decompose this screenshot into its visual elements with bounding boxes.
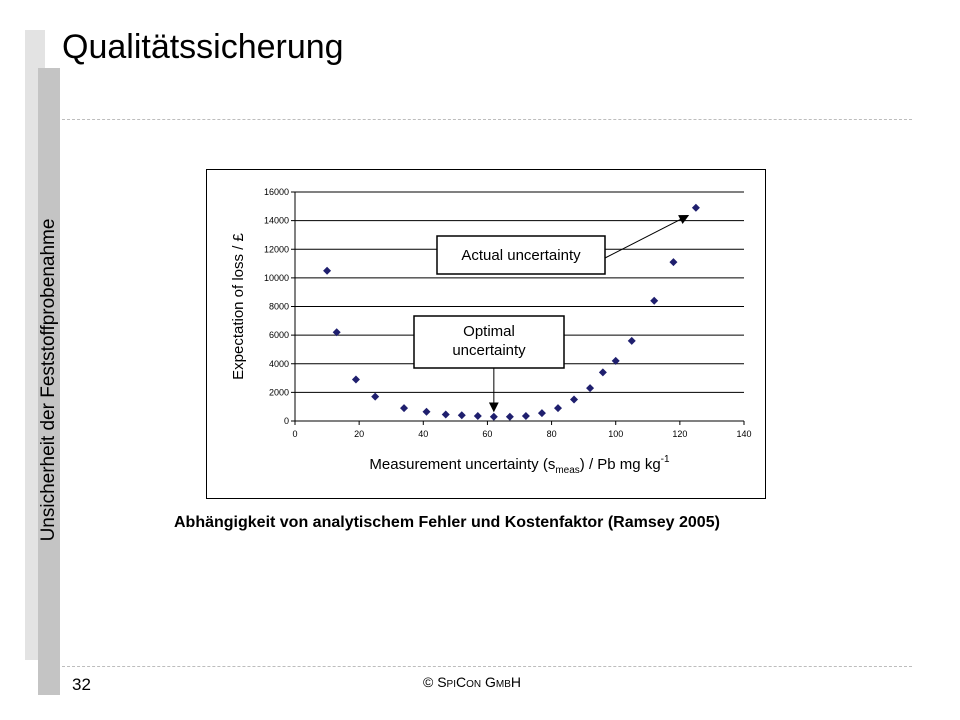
x-tick-label: 20 (354, 429, 365, 439)
x-tick-label: 120 (672, 429, 688, 439)
y-tick-label: 4000 (268, 358, 289, 369)
x-axis-label-sub: meas (555, 465, 580, 476)
page-number: 32 (72, 675, 91, 694)
x-tick-label: 140 (736, 429, 752, 439)
copyright: © SpiCon GmbH (423, 674, 521, 690)
data-point (400, 404, 408, 412)
annotation-arrow-actual (605, 215, 688, 258)
data-point (323, 267, 331, 275)
scatter-chart (207, 170, 765, 498)
data-point (352, 375, 360, 383)
y-tick-label: 12000 (263, 244, 289, 255)
x-axis-label (369, 454, 670, 476)
data-point (474, 412, 482, 420)
chart-caption: Abhängigkeit von analytischem Fehler und Kostenfaktor (Ramsey 2005) (174, 514, 720, 531)
annotation-text-optimal: Optimal (463, 323, 515, 340)
x-axis-label-main: Measurement uncertainty (s (369, 456, 556, 473)
data-point (442, 411, 450, 419)
data-point (599, 368, 607, 376)
annotations (414, 215, 688, 411)
y-tick-label: 0 (283, 416, 289, 426)
x-tick-label: 100 (608, 429, 624, 439)
data-point (554, 404, 562, 412)
tick-labels (264, 187, 752, 439)
y-tick-label: 16000 (263, 187, 289, 197)
y-tick-label: 6000 (268, 330, 289, 341)
y-axis-label: Expectation of loss / £ (230, 233, 247, 380)
x-tick-label: 40 (418, 429, 429, 439)
y-tick-label: 10000 (263, 272, 289, 283)
data-point (458, 411, 466, 419)
data-point (669, 258, 677, 266)
y-tick-label: 2000 (268, 387, 289, 398)
y-tick-label: 8000 (268, 301, 289, 312)
top-divider (62, 119, 912, 120)
x-axis-label-rest: ) / Pb mg kg (579, 456, 661, 473)
data-point (422, 408, 430, 416)
axes (291, 192, 744, 425)
data-point (650, 297, 658, 305)
x-tick-label: 80 (546, 429, 557, 439)
chart-frame (206, 169, 766, 499)
annotation-text-actual: Actual uncertainty (461, 247, 581, 264)
side-label: Unsicherheit der Feststoffprobenahme (38, 218, 59, 542)
bottom-divider (62, 666, 912, 667)
y-tick-label: 14000 (263, 215, 289, 226)
x-axis-label-sup: -1 (660, 454, 670, 465)
x-tick-label: 0 (292, 429, 298, 439)
data-point (371, 393, 379, 401)
data-point (538, 409, 546, 417)
data-point (490, 413, 498, 421)
data-point (586, 384, 594, 392)
annotation-text-optimal: uncertainty (452, 342, 526, 359)
data-point (522, 412, 530, 420)
data-point (570, 396, 578, 404)
x-tick-label: 60 (482, 429, 493, 439)
data-point (692, 204, 700, 212)
slide-title: Qualitätssicherung (62, 28, 344, 66)
data-point (628, 337, 636, 345)
data-point (506, 413, 514, 421)
